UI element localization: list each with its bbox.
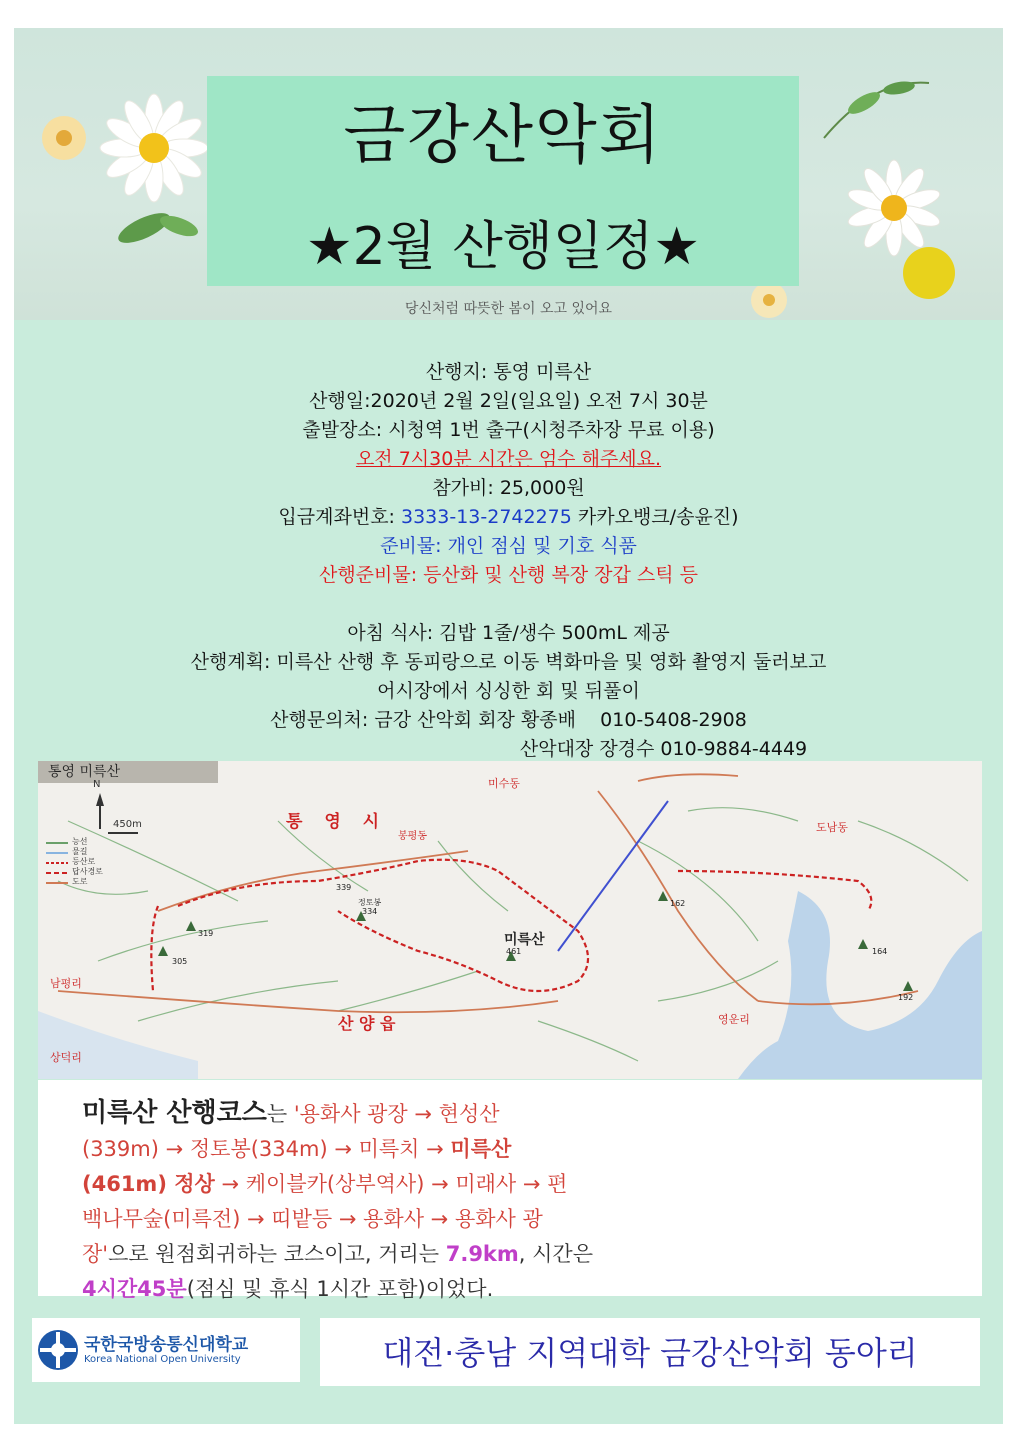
north-arrow-icon	[96, 793, 104, 829]
course-text-5: 으로 원점회귀하는 코스이고, 거리는	[108, 1242, 446, 1266]
legend-item: 능선	[72, 837, 88, 846]
map-label-yeongun: 영운리	[718, 1013, 750, 1026]
info-gear: 산행준비물: 등산화 및 산행 복장 장갑 스틱 등	[318, 564, 699, 586]
legend-item: 물길	[72, 847, 88, 856]
trail-map-graphic	[38, 761, 982, 1079]
course-route-2b: 미륵산	[450, 1137, 512, 1161]
account-number: 3333-13-2742275	[401, 506, 572, 528]
sea-area	[38, 1011, 198, 1079]
course-route-2: (339m) → 정토봉(334m) → 미륵치 →	[82, 1137, 451, 1161]
small-flower-icon	[34, 108, 94, 168]
info-plan-2: 어시장에서 싱싱한 회 및 뒤풀이	[377, 680, 640, 702]
legend-item: 도로	[72, 877, 88, 886]
map-legend	[46, 843, 68, 883]
info-breakfast: 아침 식사: 김밥 1줄/생수 500mL 제공	[347, 622, 670, 644]
info-place: 산행지: 통영 미륵산	[425, 361, 592, 383]
map-label-nampyeong: 남평리	[50, 977, 82, 990]
club-name-box	[320, 1318, 980, 1386]
road-lines	[58, 774, 918, 1012]
map-label-misudong: 미수동	[488, 777, 520, 790]
info-supplies: 준비물: 개인 점심 및 기호 식품	[380, 535, 637, 557]
course-description	[38, 1080, 982, 1301]
course-route-1: '용화사 광장 → 현성산	[293, 1102, 500, 1126]
map-legend-labels	[72, 837, 103, 887]
info-account	[14, 503, 1003, 532]
course-text-5b: , 시간은	[518, 1242, 594, 1266]
info-plan-1: 산행계획: 미륵산 산행 후 동피랑으로 이동 벽화마을 및 영화 촬영지 둘러보고	[190, 651, 827, 673]
map-header: 통영 미륵산	[38, 761, 218, 783]
course-route-5: 장'	[82, 1242, 109, 1266]
info-spacer	[14, 590, 1003, 619]
leaf-icon	[814, 68, 934, 148]
logo-korean-name: 국한국방송통신대학교	[84, 1335, 249, 1355]
course-head: 미륵산 산행코스	[82, 1098, 267, 1128]
map-label-city: 통 영 시	[286, 812, 388, 832]
info-meeting: 출발장소: 시청역 1번 출구(시청주차장 무료 이용)	[302, 419, 715, 441]
course-duration: 4시간45분	[82, 1277, 187, 1301]
map-label-scale: 450m	[113, 819, 142, 830]
map-label-bongpyeong: 봉평동	[398, 831, 427, 842]
map-label-jeongtobong: 정토봉	[358, 898, 382, 907]
logo-english-name: Korea National Open University	[84, 1354, 241, 1365]
map-label-sangdeok: 상덕리	[50, 1051, 82, 1064]
map-label-peak: 미륵산	[504, 932, 545, 948]
map-label-162: 162	[670, 899, 686, 908]
map-label-164: 164	[872, 947, 888, 956]
knou-emblem-icon	[36, 1328, 80, 1372]
sea-area	[738, 891, 982, 1079]
legend-item: 답사경로	[72, 867, 103, 876]
info-date: 산행일:2020년 2월 2일(일요일) 오전 7시 30분	[309, 390, 708, 412]
legend-item: 등산로	[72, 857, 96, 866]
map-label-305: 305	[172, 957, 188, 966]
club-name: 대전·충남 지역대학 금강산악회 동아리	[382, 1334, 918, 1372]
course-route-4: 백나무숲(미륵전) → 띠밭등 → 용화사 → 용화사 광	[82, 1207, 543, 1231]
banner-caption: 당신처럼 따뜻한 봄이 오고 있어요	[404, 301, 613, 317]
info-contact-2: 산악대장 장경수 010-9884-4449	[519, 738, 808, 760]
university-logo	[32, 1318, 300, 1382]
leaf-icon	[114, 198, 204, 258]
hiking-route	[151, 860, 871, 991]
info-contact-1: 산행문의처: 금강 산악회 회장 황종배 010-5408-2908	[270, 709, 747, 731]
map-label-319: 319	[198, 929, 214, 938]
course-text	[82, 1096, 952, 1307]
info-fee: 참가비: 25,000원	[432, 477, 585, 499]
info-notice: 오전 7시30분 시간은 엄수 해주세요.	[355, 448, 662, 470]
page-title: 금강산악회	[343, 99, 663, 173]
course-connector: 는	[266, 1102, 294, 1126]
page-subtitle: ★2월 산행일정★	[305, 217, 700, 277]
course-distance: 7.9km	[445, 1242, 519, 1266]
account-bank: 카카오뱅크/송윤진)	[571, 506, 739, 528]
course-route-3: (461m) 정상	[82, 1172, 215, 1196]
map-label-north: N	[93, 779, 101, 790]
map-label-town: 산 양 읍	[338, 1014, 396, 1033]
account-label: 입금계좌번호:	[278, 506, 401, 528]
poster	[14, 28, 1003, 1424]
map-label-peak-height: 461	[506, 947, 522, 956]
map-label-jeongtobong-height: 334	[362, 907, 378, 916]
title-box	[207, 76, 799, 286]
course-text-6: (점심 및 휴식 1시간 포함)이었다.	[186, 1277, 494, 1301]
banner	[14, 28, 1003, 320]
map-label-192: 192	[898, 993, 914, 1002]
map-label-dopyeong: 도남동	[816, 821, 848, 834]
map-label-339: 339	[336, 883, 352, 892]
trail-map	[38, 761, 982, 1079]
daisy-flower-icon	[84, 88, 224, 208]
course-route-3b: → 케이블카(상부역사) → 미래사 → 편	[214, 1172, 568, 1196]
cable-car-line	[558, 801, 668, 951]
schedule-info	[14, 358, 1003, 764]
